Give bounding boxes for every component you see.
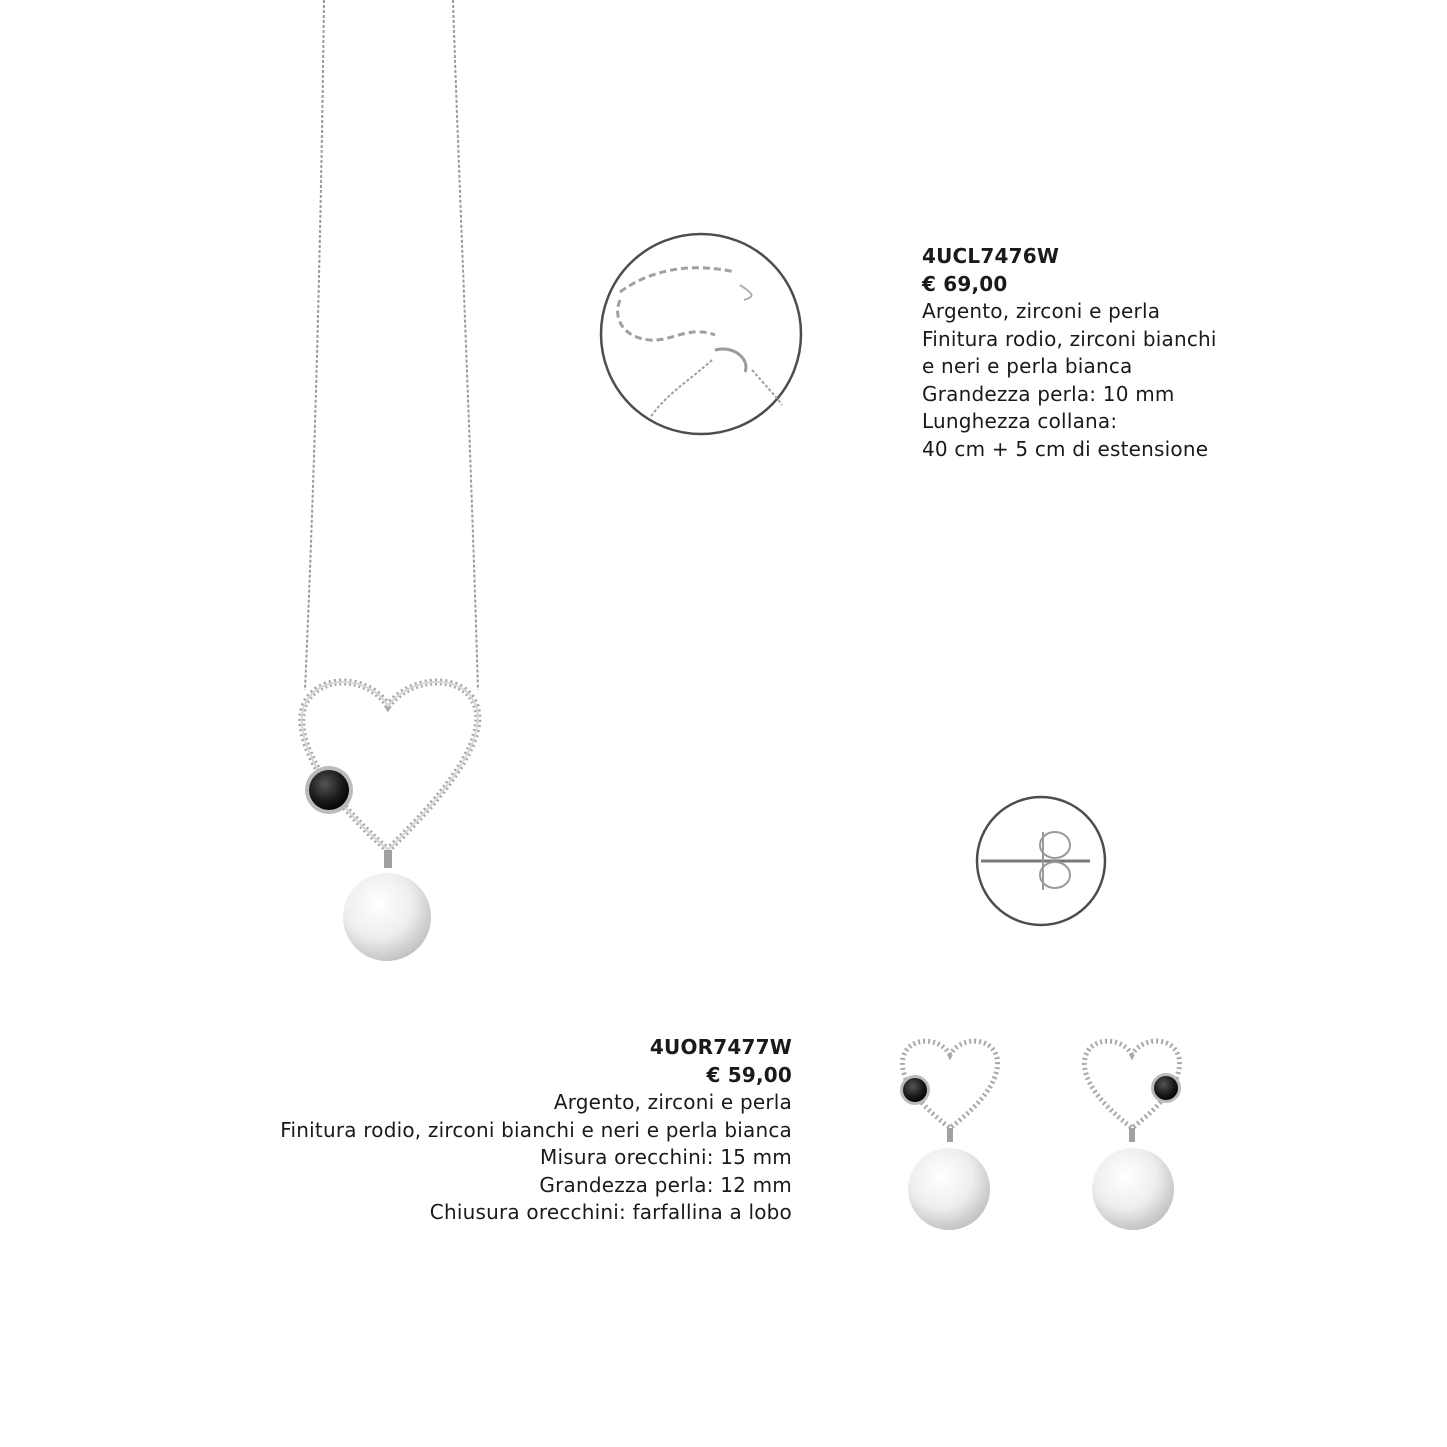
earring-image-left [900,1041,997,1230]
necklace-line: Grandezza perla: 10 mm [922,381,1175,406]
earring-image-right [1085,1041,1181,1230]
necklace-line: Lunghezza collana: [922,409,1118,433]
necklace-line: Argento, zirconi e perla [922,299,1161,323]
necklace-line: e neri e perla bianca [922,354,1133,378]
earrings-line: Misura orecchini: 15 mm [540,1145,792,1169]
earrings-line: Chiusura orecchini: farfallina a lobo [429,1200,792,1224]
earrings-line: Argento, zirconi e perla [553,1090,792,1114]
butterfly-back-detail-image [977,797,1105,925]
necklace-price: € 69,00 [922,271,1008,296]
earrings-line: Grandezza perla: 12 mm [539,1172,792,1197]
earrings-price: € 59,00 [706,1062,792,1087]
necklace-info [922,243,1217,463]
necklace-line: 40 cm + 5 cm di estensione [922,436,1209,461]
necklace-line: Finitura rodio, zirconi bianchi [922,326,1217,351]
necklace-code: 4UCL7476W [922,244,1060,268]
earrings-info [280,1034,792,1227]
earrings-line: Finitura rodio, zirconi bianchi e neri e perla bianca [280,1117,792,1142]
necklace-image [302,0,478,961]
earrings-code: 4UOR7477W [649,1035,792,1059]
clasp-detail-image [601,234,801,434]
